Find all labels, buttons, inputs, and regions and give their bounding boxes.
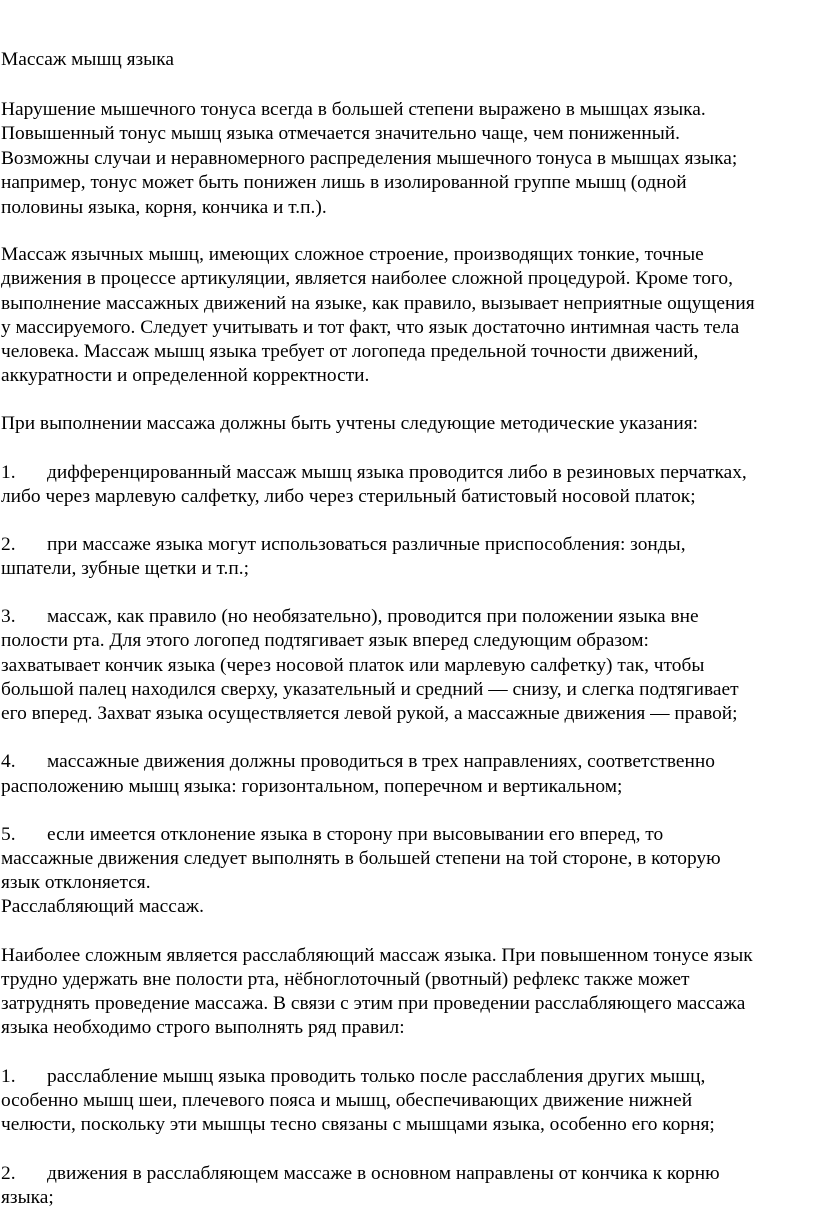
- paragraph-line: человека. Массаж мышц языка требует от логопеда предельной точности движений,: [1, 341, 699, 362]
- list-item-line: массажные движения следует выполнять в большей степени на той стороне, в которую: [1, 848, 721, 869]
- list-item-line: [1, 461, 747, 485]
- list-item-line: языка;: [1, 1187, 54, 1208]
- paragraph-line: движения в процессе артикуляции, является наиболее сложной процедурой. Кроме того,: [1, 268, 733, 289]
- paragraph-line: Массаж язычных мышц, имеющих сложное строение, производящих тонкие, точные: [1, 244, 704, 265]
- list-item-line: его вперед. Захват языка осуществляется левой рукой, а массажные движения — правой;: [1, 703, 738, 724]
- list-item-line: либо через марлевую салфетку, либо через стерильный батистовый носовой платок;: [1, 486, 696, 507]
- list-item-number: 4.: [1, 751, 16, 772]
- paragraph-line: Возможны случаи и неравномерного распределения мышечного тонуса в мышцах языка;: [1, 148, 738, 169]
- paragraph-line: трудно удержать вне полости рта, нёбноглоточный (рвотный) рефлекс также может: [1, 969, 690, 990]
- list-item-line: особенно мышц шеи, плечевого пояса и мышц, обеспечивающих движение нижней: [1, 1090, 693, 1111]
- list-item-line: [1, 1065, 705, 1089]
- paragraph-line: половины языка, корня, кончика и т.п.).: [1, 197, 327, 218]
- list-item-number: 3.: [1, 606, 16, 627]
- section-subtitle: Расслабляющий массаж.: [1, 896, 204, 917]
- paragraph-line: выполнение массажных движений на языке, как правило, вызывает неприятные ощущения: [1, 293, 755, 314]
- paragraph-line: у массируемого. Следует учитывать и тот факт, что язык достаточно интимная часть тела: [1, 317, 740, 338]
- list-item-line: [1, 750, 715, 774]
- list-item-text: движения в расслабляющем массаже в основном направлены от кончика к корню: [47, 1163, 720, 1184]
- list-item-line: [1, 533, 686, 557]
- list-item-line: полости рта. Для этого логопед подтягивает язык вперед следующим образом:: [1, 630, 649, 651]
- list-item-number: 1.: [1, 462, 16, 483]
- list-item-number: 2.: [1, 534, 16, 555]
- list-item-number: 1.: [1, 1066, 16, 1087]
- paragraph-line: аккуратности и определенной корректности.: [1, 365, 370, 386]
- list-item-text: если имеется отклонение языка в сторону при высовывании его вперед, то: [47, 824, 664, 845]
- list-item-line: захватывает кончик языка (через носовой платок или марлевую салфетку) так, чтобы: [1, 655, 705, 676]
- paragraph-line: При выполнении массажа должны быть учтены следующие методические указания:: [1, 413, 699, 434]
- paragraph-line: затруднять проведение массажа. В связи с этим при проведении расслабляющего массажа: [1, 993, 746, 1014]
- paragraph-line: Нарушение мышечного тонуса всегда в большей степени выражено в мышцах языка.: [1, 99, 706, 120]
- list-item-line: [1, 823, 663, 847]
- paragraph-line: Повышенный тонус мышц языка отмечается значительно чаще, чем пониженный.: [1, 123, 681, 144]
- list-item-line: шпатели, зубные щетки и т.п.;: [1, 558, 250, 579]
- list-item-line: язык отклоняется.: [1, 872, 151, 893]
- list-item-text: дифференцированный массаж мышц языка проводится либо в резиновых перчатках,: [47, 462, 747, 483]
- document-title: Массаж мышц языка: [1, 49, 174, 70]
- list-item-text: массажные движения должны проводиться в трех направлениях, соответственно: [47, 751, 715, 772]
- list-item-number: 2.: [1, 1163, 16, 1184]
- list-item-number: 5.: [1, 824, 16, 845]
- list-item-line: большой палец находился сверху, указательный и средний — снизу, и слегка подтягивает: [1, 679, 739, 700]
- list-item-text: при массаже языка могут использоваться различные приспособления: зонды,: [47, 534, 686, 555]
- paragraph-line: языка необходимо строго выполнять ряд правил:: [1, 1017, 405, 1038]
- list-item-line: [1, 605, 699, 629]
- list-item-line: челюсти, поскольку эти мышцы тесно связаны с мышцами языка, особенно его корня;: [1, 1114, 715, 1135]
- list-item-text: расслабление мышц языка проводить только после расслабления других мышц,: [47, 1066, 706, 1087]
- paragraph-line: например, тонус может быть понижен лишь в изолированной группе мышц (одной: [1, 172, 687, 193]
- list-item-line: расположению мышц языка: горизонтальном, поперечном и вертикальном;: [1, 776, 623, 797]
- paragraph-line: Наиболее сложным является расслабляющий массаж языка. При повышенном тонусе язык: [1, 945, 753, 966]
- list-item-line: [1, 1162, 720, 1186]
- list-item-text: массаж, как правило (но необязательно), проводится при положении языка вне: [47, 606, 699, 627]
